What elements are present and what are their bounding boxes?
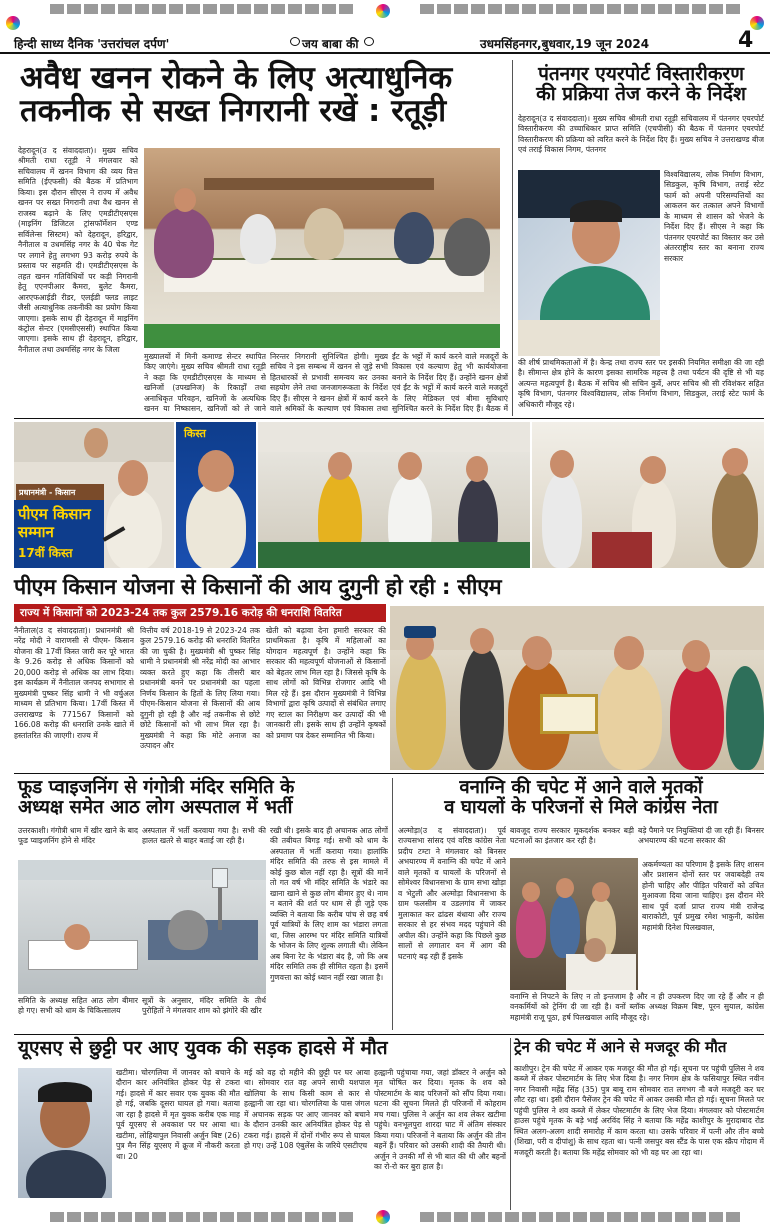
pm-kisan-banner-photo (14, 422, 174, 568)
article5-col3-top: बड़े पैमाने पर नियुक्तियां दी जा रही हैं। बिनसर अभयारण्य की घटना सरकार की (638, 826, 764, 846)
article2-headline-line2: की प्रक्रिया तेज करने के निर्देश (536, 83, 746, 106)
registration-bar-left (50, 4, 353, 18)
masthead (0, 28, 770, 54)
article5-side-col: अकर्मण्यता का परिणाम है इसके लिए शासन और प्रशासन दोनों स्तर पर जवाबदेही तय होनी चाहिए और पीड़ित परिवारों को उचित मुआवजा दिया जाना चाहिए। इस दौरान मेरे साथ पूर्व दर्जा प्राप्त राज्य मंत्री राजेन्द्र बाराकोटी, पूर्व प्रमुख रमेश भाकुनी, कांग्रेस महामंत्री दिनेश पिलखवाल, (642, 860, 764, 932)
article3-subhead: राज्य में किसानों को 2023-24 तक कुल 2579.16 करोड़ की धनराशि वितरित (14, 604, 386, 622)
registration-bar-right (420, 4, 740, 18)
registration-bar-bottom-right (420, 1212, 740, 1226)
article5-tail: वनाग्नि से निपटने के लिए न तो इन्तजाम है और न ही उपकरण दिए जा रहे हैं और न ही वनकर्मियों को ट्रेनिंग दी जा रही है। वनों ब्लॉक अध्यक्ष विक्रम बिष्ट, पूरन सुयाल, कांग्रेस महामंत्री राजू पूठा, हर्ष पिलखवाल आदि मौजूद रहे। (510, 992, 764, 1022)
section-rule (14, 1034, 764, 1035)
article1-col4: ईंट के भट्टों में कार्य करने वाले मजदूरों के विकास एवं कल्याण हेतु भी कार्ययोजना बनाने के निर्देश दिए हैं। उन्होंने खनन क्षेत्रों एवं ईंट के भट्टों में कार्य करने वाले मजदूरों के लिए मेडिकल एवं बीमा सुविधाएं सुनिश्चित करने के निर्देश दिए हैं। बैठक में (392, 352, 508, 414)
section-rule (14, 418, 764, 419)
banner-17th-instalment-text: 17वीं किस्त (18, 546, 73, 560)
article6-headline: यूएसए से छुट्टी पर आए युवक की सड़क हादसे में मौत (18, 1037, 388, 1059)
article4-col1-top: उत्तरकाशी। गंगोत्री धाम में खीर खाने के बाद फूड प्वाइजनिंग होने से मंदिर (18, 826, 138, 846)
hospital-patients-photo (18, 860, 266, 994)
article7-headline: ट्रेन की चपेट में आने से मजदूर की मौत (514, 1038, 727, 1056)
article1-headline-line1: अवैध खनन रोकने के लिए अत्याधुनिक (20, 60, 453, 96)
cm-with-officials-photo (258, 422, 530, 568)
cm-inspecting-stall-photo (532, 422, 764, 568)
color-registration-icon (376, 4, 390, 18)
article6-col3: हल्द्वानी पहुंचाया गया, जहां डॉक्टर ने अर्जुन को मृत घोषित कर दिया। मृतक के शव को पोस्टमार्टम के बाद परिजनों को सौंप दिया गया। घटना की सूचना मिलते ही परिजनों में कोहराम मच गया। पुलिस ने अर्जुन का शव लेकर खटीमा पहुंचे। वनभूलपुरा शारदा घाट में अंतिम संस्कार किया गया। परिजनों ने बताया कि अर्जुन की तीन बहनें हैं। परिवार को उसकी शादी की तैयारी थी। अर्जुन ने उनकी माँ से भी बात की थी और बहनों का रो-रो कर बुरा हाल है। (374, 1068, 506, 1172)
page-number: 4 (738, 28, 754, 53)
article6-col2: मई को वह दो महीने की छुट्टी पर घर आया था। सोमवार रात वह अपने साथी यशपाल खोलिया के साथ किसी काम से कार से हल्द्वानी जा रहा था। चोरगलिया के पास जंगल में अचानक सड़क पर आए जानवर को बचाने के दौरान उनकी कार अनियंत्रित होकर पेड़ से टकरा गई। हादसे में दोनों गंभीर रूप से घायल हो गए। उन्हें 108 एंबुलेंस के जरिये एसटीएच (244, 1068, 370, 1151)
official-portrait-photo (518, 170, 660, 356)
banner-pm-kisan-text: पीएम किसान (18, 505, 91, 523)
deceased-youth-portrait-photo (18, 1068, 112, 1198)
article4-caption-1: समिति के अध्यक्ष सहित आठ लोग बीमार हो गए। सभी को धाम के चिकित्सालय (18, 996, 138, 1016)
article5-headline-line2: व घायलों के परिजनों से मिले कांग्रेस नेता (444, 796, 718, 818)
article4-col3: रखी थी। इसके बाद ही अचानक आठ लोगों की तबीयत बिगड़ गई। सभी को धाम के अस्पताल में भर्ती कराया गया। हालांकि मंदिर समिति की तरफ से इस मामले में कोई कुछ बोल नहीं रहा है। सूत्रों की मानें तो गत वर्ष भी मंदिर समिति के भंडारे का खाना खाने से कुछ लोग बीमार हुए थे। नाम न बताने की शर्त पर धाम से ही जुड़े एक व्यक्ति ने बताया कि करीब पांच से छह वर्ष पूर्व यात्रियों के लिए शाम का भंडारा लगता था, जिस आरम्भ पर मंदिर समिति यात्रियों के भोजन के लिए शुल्क लगाती थी। लेकिन अब बिना रेट के भंडारा बंद है, जो कि अब मंदिर समिति तक ही सीमित रहता है। इसमें गुणवत्ता का कोई ध्यान नहीं रखा जाता है। (270, 826, 388, 982)
article4-headline (18, 778, 388, 817)
article1-headline-line2: तकनीक से सख्त निगरानी रखें : रतूड़ी (20, 92, 447, 129)
masthead-slogan: जय बाबा की (302, 37, 359, 51)
article5-headline (398, 778, 764, 817)
article5-headline-line1: वनाग्नि की चपेट में आने वाले मृतकों (459, 777, 703, 798)
article3-col2: वित्तीय वर्ष 2018-19 से 2023-24 तक कुल 2579.16 करोड़ की धनराशि वितरित की जा चुकी है। मुख्यमंत्री श्री पुष्कर सिंह धामी ने प्रधानमंत्री श्री नरेंद्र मोदी का आभार व्यक्त करते हुए कहा कि तीसरी बार प्रधानमंत्री बनने पर प्रधानमंत्री का पहला निर्णय किसान के हितों के लिए लिया गया। पीएम-किसान योजना से किसानों की आय दुगुनी हो रही है और नई तकनीक से छोटे छोटे किसानों को भी लाभ मिल रहा है। मुख्यमंत्री ने कहा कि मोटे अनाज का उत्पादन और (140, 626, 260, 751)
article6-col1: खटीमा। चोरगलिया में जानवर को बचाने के दौरान कार अनियंत्रित होकर पेड़ से टकरा गई। हादसे में कार सवार एक युवक की मौत हो गई, जबकि दूसरा घायल हो गया। बताया जा रहा है हादसे में मृत युवक करीब एक माह पूर्व यूएसए से अवकाश पर घर आया था। खटीमा, लोहियापुल निवासी अर्जुन बिष्ट (26) पुत्र मैन सिंह यूएसए में क्रूज में नौकरी करता था। 20 (116, 1068, 240, 1161)
article1-headline (20, 62, 510, 128)
column-divider (392, 778, 393, 1030)
section-rule (14, 773, 764, 774)
article3-col3: खेती को बढ़ावा देना हमारी सरकार की प्राथमिकता है। कृषि में महिलाओं का योगदान महत्वपूर्ण है। उन्होंने कहा कि सरकार की महत्वपूर्ण योजनाओं से किसानों को बेहतर लाभ मिल रहा है। जिससे कृषि के साथ लोगों को विभिन्न रोजगार आदि भी मिल रहे हैं। इस दौरान मुख्यमंत्री ने विभिन्न विभागों द्वारा कृषि उत्पादों से संबंधित लगाए गए स्टाल का निरीक्षण कर उत्पादों की भी जानकारी ली। इसके साथ ही उन्होंने कृषकों को प्रमाण पत्र देकर सम्मानित भी किया। (266, 626, 386, 740)
registration-bar-bottom-left (50, 1212, 353, 1226)
column-divider (510, 1038, 511, 1210)
bullet-icon (364, 37, 374, 46)
article5-col2-top: बावजूद राज्य सरकार मूकदर्शक बनकर बड़ी घटनाओं का इंतजार कर रही है। (510, 826, 634, 846)
cm-honouring-farmer-photo (390, 606, 764, 770)
article4-caption-2: सूत्रों के अनुसार, मंदिर समिति के तीर्थ पुरोहितों ने मंगलवार शाम को झंगोरे की खीर (142, 996, 266, 1016)
article2-tail: की शीर्ष प्राथमिकताओं में है। केन्द्र तथा राज्य स्तर पर इसकी नियमित समीक्षा की जा रही है। सीमान्त क्षेत्र होने के कारण इसका सामरिक महत्त्व है तथा पर्यटन की दृष्टि से भी यह अत्यन्त महत्वपूर्ण है। बैठक में सचिव श्री सचिन कुर्वे, अपर सचिव श्री सी रविशंकर सहित कृषि विभाग, पंतनगर विश्वविद्यालय, लोक निर्माण विभाग, सिडकुल, तराई स्टेट फार्म के अधिकारी मौजूद रहे। (518, 358, 764, 409)
paper-title: हिन्दी साध्य दैनिक 'उत्तरांचल दर्पण' (14, 37, 170, 51)
article1-col1: देहरादून(उ द संवाददाता)। मुख्य सचिव श्रीमती राधा रतूड़ी ने मंगलवार को सचिवालय में खनन विभाग की व्यय वित्त समिति (ईएफसी) की बैठक में प्रतिभाग किया। इस दौरान सीएस ने राज्य में अवैध खनन पर सख्त निगरानी तथा वैध खनन से राजस्व बढ़ाने के लिए एमडीटीएसएस (माइनिंग डिजिटल ट्रांसफॉर्मेशन एण्ड सर्विलेन्स सिस्टम) को देहरादून, हरिद्वार, नैनीताल व उधमसिंह नगर के 40 चेक गेट पर लगाने हेतु लगभग 93 करोड़ रुपये के प्रस्ताव पर सहमति दी। एमडीटीएसएस के तहत खनन गतिविधियों पर कड़ी निगरानी हेतु एएनपीआर कैमरा, बुलेट कैमरा, आरएफआईडी रीडर, एलईडी फ्लड लाइट जैसी अत्याधुनिक तकनीकी का प्रयोग किया जाएगा। इसके साथ ही देहरादून में माइनिंग कंट्रोल सेन्टर (एमसीएससी) स्थापित किया जाएगा। इसके साथ ही देहरादून, हरिद्वार, नैनीताल तथा उधमसिंह नगर के जिला (18, 146, 138, 354)
article1-col3: निरन्तर निगरानी सुनिश्चित होगी। मुख्य सचिव ने इस सम्बन्ध में खनन से जुड़े सभी हितधारकों से प्रभावी समन्वय कर उनका सहयोग लेने तथा जनजागरूकता के निर्देश दिए हैं। सीएस ने खनन क्षेत्रों में कार्य करने वाले श्रमिकों के कल्याण एवं विकास तथा (270, 352, 388, 414)
article1-col2: मुख्यालयों में मिनी कमाण्ड सेन्टर स्थापित किए जाएंगे। मुख्य सचिव श्रीमती राधा रतूड़ी ने कहा कि एमडीटीएसएस के माध्यम से खनिजों (उपखनिज) के रिकार्ड़ों तथा अनाधिकृत परिवहन, खनिजों के अत्यधिक खनन या निष्कासन, खनिजों को ले जाने (144, 352, 266, 414)
congress-leader-visit-photo (510, 858, 638, 990)
article2-headline-line1: पंतनगर एयरपोर्ट विस्तारीकरण (538, 63, 744, 85)
cm-at-podium-photo (176, 422, 256, 568)
column-divider (512, 60, 513, 416)
color-registration-icon (376, 1210, 390, 1224)
article4-headline-line1: फूड प्वाइजनिंग से गंगोत्री मंदिर समिति के (18, 777, 295, 798)
color-registration-icon (6, 16, 20, 30)
article5-col1: अल्मोड़ा(उ द संवाददाता)। पूर्व राज्यसभा सांसद एवं वरिष्ठ कांग्रेस नेता प्रदीप टम्टा ने मंगलवार को बिनसर अभयारण्य में वनाग्नि की चपेट में आने वाले मृतकों व घायलों के परिजनों से सोमेश्वर विधानसभा के ग्राम सभा खोड़ा व भेटुली और अल्मोड़ा विधानसभा के ग्राम फलसीम व उडलगांव में जाकर मुलाकात कर ढांढस बंधाया और राज्य सरकार से हर संभव मदद पहुंचाने की अपील की। उन्होंने कहा कि पिछले कुछ सालों से लगातार वन में आग की घटनाएं बढ़ रही हैं इसके (398, 826, 506, 961)
dateline: उधमसिंहनगर,बुधवार,19 जून 2024 (480, 37, 650, 51)
banner-board-label: प्रधानमंत्री - किसान (16, 484, 104, 500)
article3-col1: नैनीताल(उ द संवाददाता)। प्रधानमंत्री श्री नरेंद्र मोदी ने वाराणसी से पीएम- किसान योजना की 17वीं किस्त जारी कर पूरे भारत के 9.26 करोड़ से अधिक किसानों को 20,000 करोड़ से अधिक का लाभ दिया। इस कार्यक्रम में नैनीताल जनपद सभागार से मुख्यमंत्री पुष्कर सिंह धामी ने भी वर्चुअल माध्यम से प्रतिभाग किया। 17वीं किस्त में उत्तराखण्ड के 771567 किसानों को 166.08 करोड़ की धनराशि उनके खाते में हस्तांतरित की जाएगी। राज्य में (14, 626, 134, 740)
article2-headline (518, 64, 764, 104)
article4-headline-line2: अध्यक्ष समेत आठ लोग अस्पताल में भर्ती (18, 796, 293, 818)
banner-kist-fragment: किस्त (184, 427, 206, 440)
banner-samman-text: सम्मान (18, 523, 54, 541)
meeting-photo (144, 148, 500, 348)
bullet-icon (290, 37, 300, 46)
article2-side-col: विश्वविद्यालय, लोक निर्माण विभाग, सिडकुल, कृषि विभाग, तराई स्टेट फार्म को अपनी परिसम्पत्तियों का आकलन कर तत्काल अपने विभागों के माध्यम से शासन को भेजने के निर्देश दिए हैं। सीएस ने कहा कि पंतनगर एयरपोर्ट का विस्तार कर उसे अंतरराष्ट्रीय स्तर का बनाना राज्य सरकार (664, 170, 764, 263)
article4-col2-top: अस्पताल में भर्ती करवाया गया है। सभी की हालत खतरे से बाहर बताई जा रही है। (142, 826, 266, 846)
article7-body: काशीपुर। ट्रेन की चपेट में आकर एक मजदूर की मौत हो गई। सूचना पर पहुंची पुलिस ने शव कब्जे में लेकर पोस्टमार्टम के लिए भेज दिया है। नगर निगम क्षेत्र के फसियापुर स्थित नवीन नगर निवासी महेंद्र सिंह (35) पुत्र बाबू राम सोमवार रात लगभग नौ बजे मजदूरी कर घर लौट रहा था। इसी दौरान पैसेंजर ट्रेन की चपेट में आकर उसकी मौत हो गई। सूचना मिलते पर पहुंची पुलिस ने शव कब्जे में लेकर पोस्टमार्टम के लिए भेज दिया। मंगलवार को पोस्टमार्टम हाउस पहुंचे मृतक के बड़े भाई अरविंद सिंह ने बताया कि महेंद्र काशीपुर के मुरादाबाद रोड स्थित अलग-अलग शादी समारोह में काम करता था। उसके परिवार में पत्नी और तीन बच्चे (शिखा, परी व दीपांशु) के साथ रहता था। पत्नी जसपुर बस स्टैंड के पास एक स्क्रैप गोदाम में मजदूरी करती है। बताया कि महेंद्र सोमवार को भी वह घर आ रहा था। (514, 1064, 764, 1157)
article3-headline: पीएम किसान योजना से किसानों की आय दुगुनी हो रही : सीएम (14, 575, 502, 600)
article2-intro: देहरादून(उ द संवाददाता)। मुख्य सचिव श्रीमती राधा रतूड़ी सचिवालय में पंतनगर एयरपोर्ट विस्तारीकरण की उच्चाधिकार प्राप्त समिति (एचपीसी) की बैठक में पंतनगर एयरपोर्ट विस्तारीकरण की प्रक्रिया को त्वरित करने के निर्देश दिए हैं। मुख्य सचिव ने उत्तराखण्ड बीज एवं तराई विकास निगम, पंतनगर (518, 114, 764, 155)
